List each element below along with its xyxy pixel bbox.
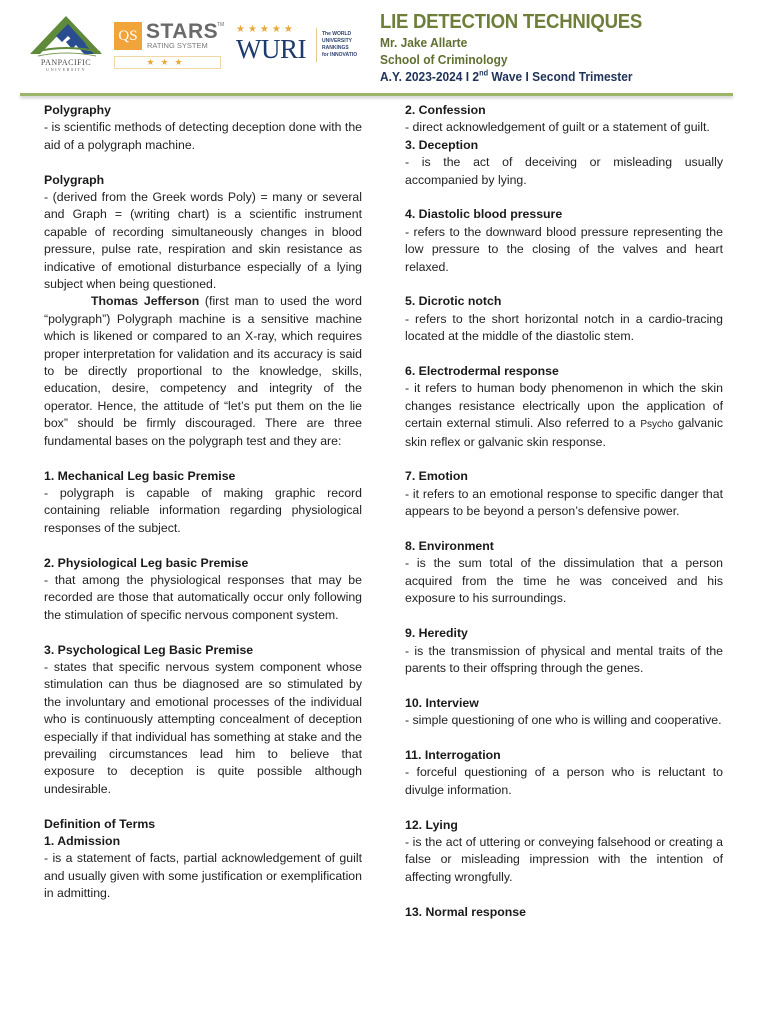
qs-stars-word: STARS xyxy=(146,20,219,43)
premise-text: - states that specific nervous system component whose stimulation can thus be diagnosed are so stimulated by the involuntary and emotional processes of the individual who is continuously attempting concealment of deception especially if that individual has something at stake and the prevailing circumstances lead him to believe that exposure to deception is quite possible although undesirable. xyxy=(44,659,362,796)
term-heading: 12. Lying xyxy=(405,817,458,832)
term-definition: - it refers to an emotional response to specific danger that appears to be beyond a person’s defensive power. xyxy=(405,486,723,519)
definitions-heading: Definition of Terms xyxy=(44,816,156,831)
premise-heading: 1. Mechanical Leg basic Premise xyxy=(44,468,236,483)
mountain-logo-icon xyxy=(26,14,106,58)
left-column xyxy=(44,102,362,903)
panpacific-university-logo xyxy=(26,14,106,76)
term-definition: - direct acknowledgement of guilt or a statement of guilt. xyxy=(405,120,710,135)
university-name: PANPACIFIC xyxy=(40,58,92,67)
spacer xyxy=(405,677,723,694)
polygraphy-heading: Polygraphy xyxy=(44,103,111,117)
header-divider xyxy=(20,93,733,96)
instructor-name: Mr. Jake Allarte xyxy=(380,35,468,50)
spacer xyxy=(44,798,362,815)
term-text: galvanic skin reflex or galvanic skin response. xyxy=(405,416,723,449)
qs-star-rating-icon: ★★★ xyxy=(114,56,221,69)
term-text-small: Psycho xyxy=(640,419,674,431)
spacer xyxy=(405,799,723,816)
document-header xyxy=(0,0,768,100)
term-heading: 5. Dicrotic notch xyxy=(405,294,502,309)
jefferson-name: Thomas Jefferson xyxy=(91,294,200,309)
term-definition: - forceful questioning of a person who is reluctant to divulge information. xyxy=(405,765,723,797)
qs-trademark: TM xyxy=(217,22,225,28)
wuri-divider xyxy=(316,28,317,62)
term-heading: 3. Deception xyxy=(405,137,479,152)
polygraphy-definition: - is scientific methods of detecting deception done with the aid of a polygraph machine. xyxy=(44,120,362,152)
term-definition xyxy=(405,380,723,451)
wuri-tagline-line: The WORLD xyxy=(322,31,352,37)
wuri-stars-icon: ★★★★★ xyxy=(236,24,296,35)
term-definition: - simple questioning of one who is willing and cooperative. xyxy=(405,713,722,728)
polygraph-heading: Polygraph xyxy=(44,172,105,187)
term-heading: 1. Admission xyxy=(44,833,121,848)
term-heading: 7. Emotion xyxy=(405,469,468,484)
spacer xyxy=(405,608,723,625)
spacer xyxy=(44,624,362,641)
wuri-logo xyxy=(236,24,376,68)
term-heading: 6. Electrodermal response xyxy=(405,364,559,379)
term-suffix: Wave I Second Trimester xyxy=(488,69,633,84)
spacer xyxy=(405,730,723,747)
term-definition: - is the transmission of physical and mental traits of the parents to their offspring through the genes. xyxy=(405,643,723,675)
qs-badge: QS xyxy=(114,22,142,50)
jefferson-paragraph xyxy=(44,293,362,450)
spacer xyxy=(44,154,362,171)
title-block xyxy=(380,10,662,85)
university-subtitle: UNIVERSITY xyxy=(46,67,86,72)
wuri-tagline-line: RANKINGS xyxy=(322,45,349,51)
spacer xyxy=(405,451,723,468)
term-heading: 13. Normal response xyxy=(405,904,526,919)
term-heading: 9. Heredity xyxy=(405,626,468,641)
wuri-wordmark: WURI xyxy=(236,34,306,64)
jefferson-text: (first man to used the word “polygraph”) Polygraph machine is a sensitive machine which is likened or compared to an X-ray, which requires proper interpretation for validation and its accuracy is said to be directly proportional to the knowledge, skills, education, desire, competency and integrity of the operator. Hence, the attitude of “let’s put them on the lie box” should be firmly discouraged. There are three fundamental bases on the polygraph test and they are: xyxy=(44,294,362,448)
premise-text: - that among the physiological responses that may be recorded are those that automatically occur only following the stimulation of specific nervous component system. xyxy=(44,572,362,622)
term-definition: - refers to the downward blood pressure representing the low pressure to the closing of the valves and heart relaxed. xyxy=(405,224,723,274)
spacer xyxy=(44,537,362,554)
term-text: - it refers to human body phenomenon in which the skin changes resistance electrically upon the application of certain external stimuli. Also referred to a xyxy=(405,381,723,431)
wuri-tagline-line: for INNOVATIO xyxy=(322,52,358,58)
term-heading: 11. Interrogation xyxy=(405,747,501,762)
polygraph-definition: - (derived from the Greek words Poly) = many or several and Graph = (writing chart) is a scientific instrument capable of recording simultaneously changes in blood pressure, pulse rate, respiration and skin resistance as indicative of emotional disturbance especially of a lying subject when being questioned. xyxy=(44,190,362,292)
term-heading: 8. Environment xyxy=(405,539,494,554)
term-superscript: nd xyxy=(479,68,489,78)
term-definition: - is the act of deceiving or misleading usually accompanied by lying. xyxy=(405,155,723,187)
wuri-tagline xyxy=(322,31,357,59)
spacer xyxy=(405,521,723,538)
term-definition: - is the act of uttering or conveying falsehood or creating a false or misleading impression with the intention of affecting wrongfully. xyxy=(405,834,723,884)
qs-rating-system: RATING SYSTEM xyxy=(147,41,208,50)
term-heading: 2. Confession xyxy=(405,103,486,117)
right-column xyxy=(405,102,723,921)
term-heading: 10. Interview xyxy=(405,695,479,710)
premise-heading: 2. Physiological Leg basic Premise xyxy=(44,555,249,570)
spacer xyxy=(44,450,362,467)
school-name: School of Criminology xyxy=(380,52,508,67)
spacer xyxy=(405,276,723,293)
term-definition: - refers to the short horizontal notch in a cardio-tracing located at the middle of the diastolic stem. xyxy=(405,311,723,344)
premise-heading: 3. Psychological Leg Basic Premise xyxy=(44,642,254,657)
premise-text: - polygraph is capable of making graphic record containing reliable information regarding physiological responses of the subject. xyxy=(44,485,362,535)
term-definition: - is the sum total of the dissimulation that a person acquired from the time he was conceived and his exposure to his surroundings. xyxy=(405,556,723,606)
spacer xyxy=(405,189,723,206)
academic-term xyxy=(380,68,639,85)
qs-stars-logo xyxy=(114,20,224,72)
document-title: LIE DETECTION TECHNIQUES xyxy=(380,11,642,33)
term-definition: - is a statement of facts, partial acknowledgement of guilt and usually given with some justification or exemplification in admitting. xyxy=(44,851,362,901)
spacer xyxy=(405,886,723,903)
spacer xyxy=(405,346,723,363)
term-prefix: A.Y. 2023-2024 I 2 xyxy=(380,69,480,84)
term-heading: 4. Diastolic blood pressure xyxy=(405,207,563,222)
wuri-tagline-line: UNIVERSITY xyxy=(322,38,353,44)
